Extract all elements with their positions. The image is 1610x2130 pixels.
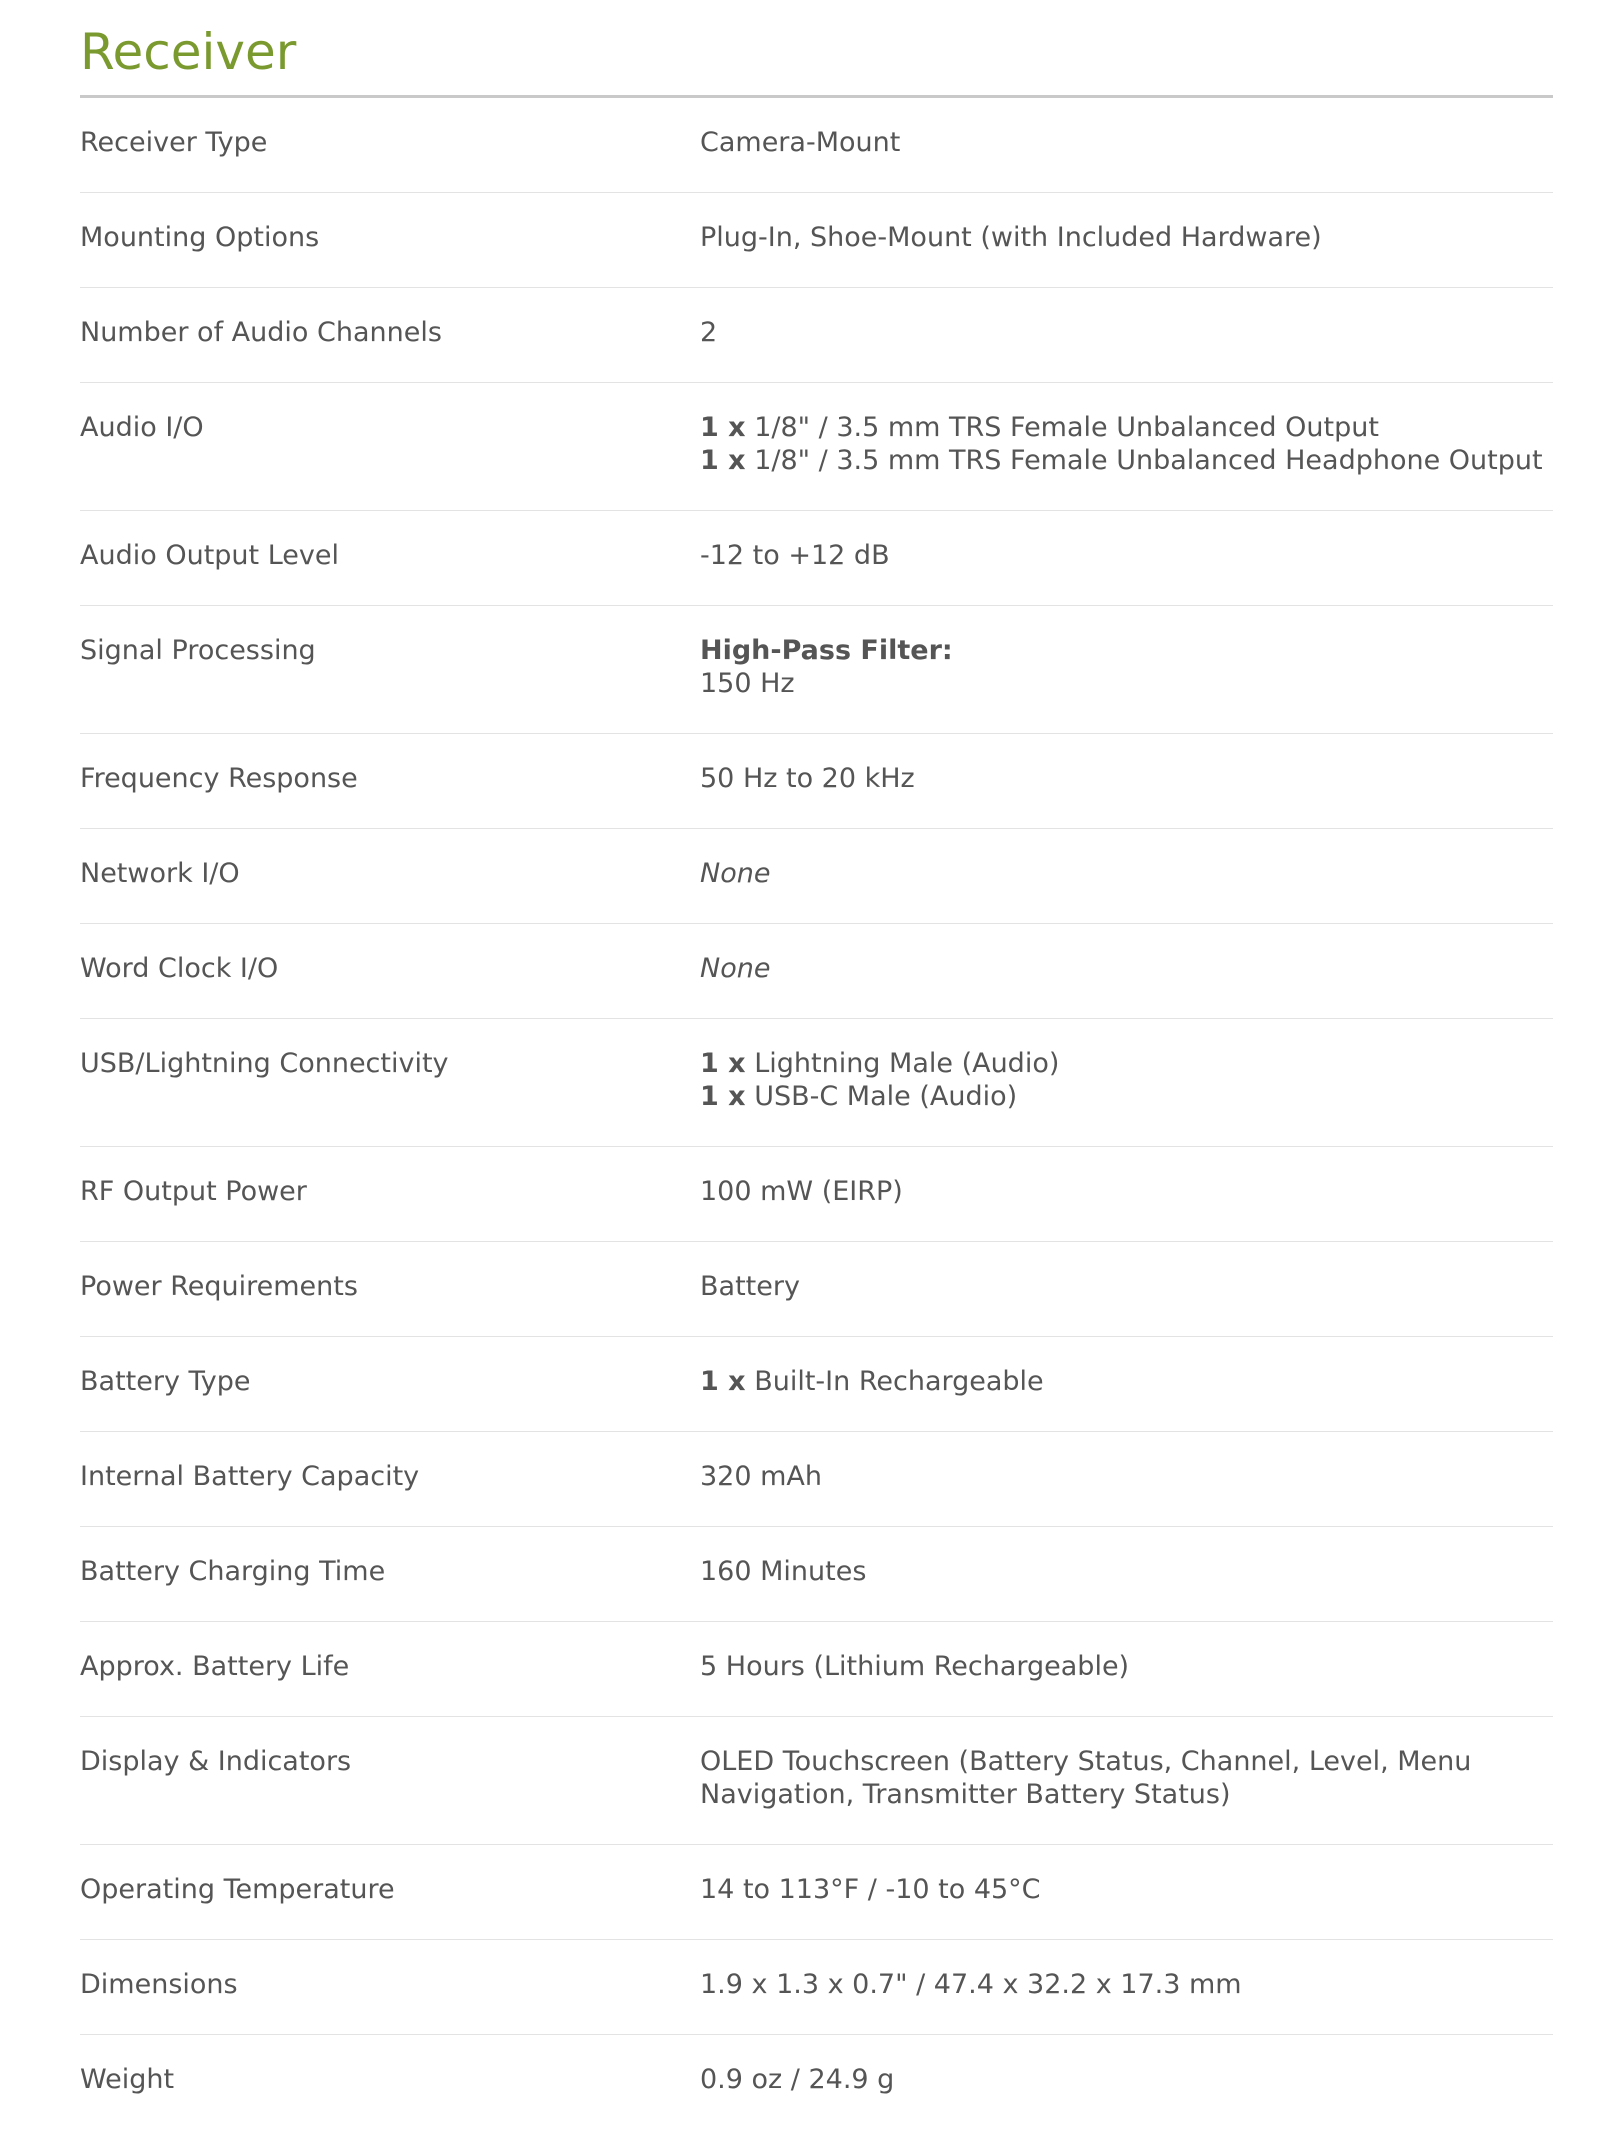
spec-value-line xyxy=(700,444,1553,477)
spec-value xyxy=(700,1717,1553,1844)
spec-row-audio-output-level xyxy=(80,511,1553,606)
spec-row-display-indicators xyxy=(80,1717,1553,1845)
spec-label: Audio I/O xyxy=(80,412,204,443)
spec-value: 50 Hz to 20 kHz xyxy=(700,763,915,794)
spec-label: Signal Processing xyxy=(80,635,316,666)
spec-label: RF Output Power xyxy=(80,1176,307,1207)
spec-row-rf-output-power xyxy=(80,1147,1553,1242)
spec-row-power-requirements xyxy=(80,1242,1553,1337)
spec-value: 2 xyxy=(700,317,718,348)
spec-row-battery-capacity xyxy=(80,1432,1553,1527)
spec-label: Mounting Options xyxy=(80,222,320,253)
spec-label: Battery Type xyxy=(80,1366,251,1397)
spec-value-line xyxy=(700,1080,1553,1113)
spec-row-audio-io xyxy=(80,383,1553,511)
spec-value-line xyxy=(700,411,1553,444)
spec-value-text: Lightning Male (Audio) xyxy=(754,1048,1060,1079)
spec-value-text: 150 Hz xyxy=(700,668,795,699)
spec-value: -12 to +12 dB xyxy=(700,540,890,571)
spec-value: 160 Minutes xyxy=(700,1556,867,1587)
receiver-spec-section xyxy=(80,0,1553,2130)
spec-row-dimensions xyxy=(80,1940,1553,2035)
spec-label: Receiver Type xyxy=(80,127,268,158)
quantity: 1 x xyxy=(700,1048,746,1079)
spec-label: Frequency Response xyxy=(80,763,358,794)
spec-value: 5 Hours (Lithium Rechargeable) xyxy=(700,1651,1130,1682)
spec-row-signal-processing xyxy=(80,606,1553,734)
spec-value: 1.9 x 1.3 x 0.7" / 47.4 x 32.2 x 17.3 mm xyxy=(700,1969,1242,2000)
spec-row-operating-temperature xyxy=(80,1845,1553,1940)
spec-value-line xyxy=(700,1047,1553,1080)
spec-value-text: Built-In Rechargeable xyxy=(754,1366,1044,1397)
spec-value: None xyxy=(700,953,771,984)
spec-label: USB/Lightning Connectivity xyxy=(80,1048,449,1079)
spec-row-charging-time xyxy=(80,1527,1553,1622)
spec-row-frequency-response xyxy=(80,734,1553,829)
spec-label: Number of Audio Channels xyxy=(80,317,442,348)
quantity: 1 x xyxy=(700,1081,746,1112)
spec-value: None xyxy=(700,858,771,889)
spec-value-heading: High-Pass Filter: xyxy=(700,635,953,666)
spec-value xyxy=(700,383,1553,510)
spec-row-mounting-options xyxy=(80,193,1553,288)
spec-value xyxy=(700,1019,1553,1146)
spec-label: Weight xyxy=(80,2064,175,2095)
spec-value-text: 1/8" / 3.5 mm TRS Female Unbalanced Headphone Output xyxy=(754,445,1543,476)
spec-table xyxy=(80,98,1553,2130)
spec-row-usb-lightning xyxy=(80,1019,1553,1147)
spec-row-receiver-type xyxy=(80,98,1553,193)
spec-row-battery-type xyxy=(80,1337,1553,1432)
spec-label: Word Clock I/O xyxy=(80,953,279,984)
spec-label: Operating Temperature xyxy=(80,1874,395,1905)
spec-value: 14 to 113°F / -10 to 45°C xyxy=(700,1874,1041,1905)
spec-value: Plug-In, Shoe-Mount (with Included Hardware) xyxy=(700,222,1322,253)
spec-row-audio-channels xyxy=(80,288,1553,383)
spec-label: Network I/O xyxy=(80,858,240,889)
spec-label: Display & Indicators xyxy=(80,1746,352,1777)
spec-label: Approx. Battery Life xyxy=(80,1651,350,1682)
spec-label: Dimensions xyxy=(80,1969,238,2000)
spec-value xyxy=(700,606,1553,733)
section-title: Receiver xyxy=(80,0,1553,98)
spec-label: Internal Battery Capacity xyxy=(80,1461,420,1492)
spec-row-network-io xyxy=(80,829,1553,924)
spec-value: Battery xyxy=(700,1271,800,1302)
spec-label: Audio Output Level xyxy=(80,540,339,571)
quantity: 1 x xyxy=(700,445,746,476)
spec-row-word-clock-io xyxy=(80,924,1553,1019)
quantity: 1 x xyxy=(700,412,746,443)
spec-value-line: Navigation, Transmitter Battery Status) xyxy=(700,1779,1231,1810)
spec-value-line: OLED Touchscreen (Battery Status, Channel, Level, Menu xyxy=(700,1746,1472,1777)
spec-value: 100 mW (EIRP) xyxy=(700,1176,903,1207)
spec-value: 320 mAh xyxy=(700,1461,823,1492)
spec-value-text: USB-C Male (Audio) xyxy=(754,1081,1018,1112)
spec-value: 0.9 oz / 24.9 g xyxy=(700,2064,895,2095)
spec-value: Camera-Mount xyxy=(700,127,901,158)
quantity: 1 x xyxy=(700,1366,746,1397)
spec-row-battery-life xyxy=(80,1622,1553,1717)
spec-value xyxy=(700,1337,1553,1431)
spec-value-text: 1/8" / 3.5 mm TRS Female Unbalanced Output xyxy=(754,412,1379,443)
spec-label: Battery Charging Time xyxy=(80,1556,386,1587)
spec-label: Power Requirements xyxy=(80,1271,358,1302)
spec-row-weight xyxy=(80,2035,1553,2130)
